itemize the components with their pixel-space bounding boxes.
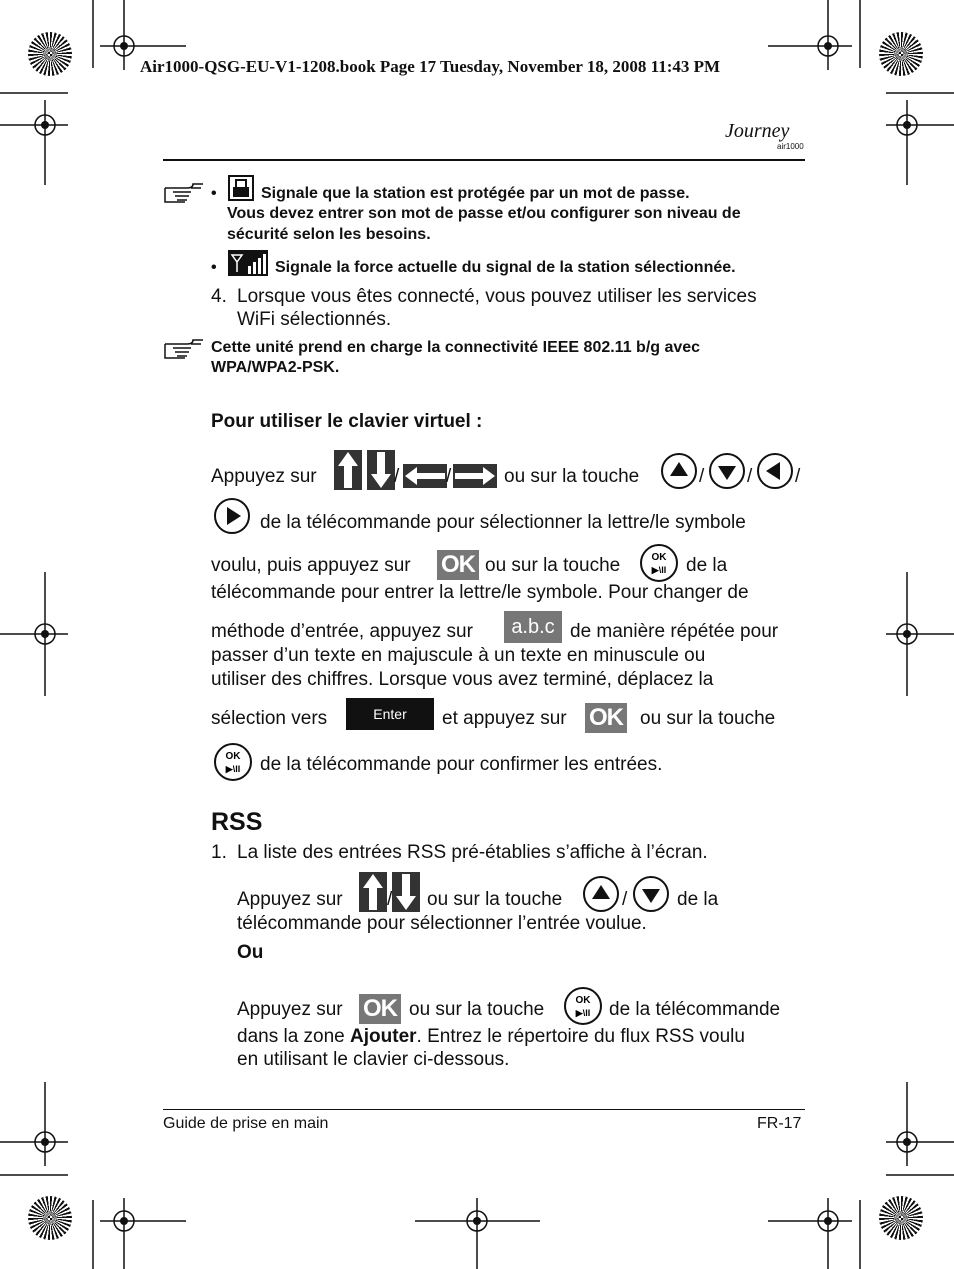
keyboard-heading: Pour utiliser le clavier virtuel : (211, 411, 483, 432)
remote-up-button-icon-2 (582, 875, 620, 913)
kb-para6: passer d’un texte en majuscule à un texte en minuscule ou (211, 645, 706, 666)
note1-bullet-dot-2: • (211, 259, 217, 276)
kb-para1-b: ou sur la touche (504, 466, 640, 487)
up-down-arrows-icon (334, 450, 396, 490)
slash-7: / (622, 889, 628, 910)
slash-3: / (699, 466, 705, 487)
logo-text: Journey (725, 120, 790, 142)
note-hand-icon-2 (163, 336, 205, 362)
kb-para7: utiliser des chiffres. Lorsque vous avez terminé, déplacez la (211, 669, 714, 690)
rss-s4-b: ou sur la touche (409, 999, 545, 1020)
note1-line1: Signale que la station est protégée par un mot de passe. (261, 185, 690, 202)
kb-para1-a: Appuyez sur (211, 466, 317, 487)
kb-para3-a: voulu, puis appuyez sur (211, 555, 411, 576)
print-header: Air1000-QSG-EU-V1-1208.book Page 17 Tuesday, November 18, 2008 11:43 PM (140, 57, 721, 76)
remote-ok-play-button-icon-3 (563, 986, 603, 1026)
rss-s4-a: Appuyez sur (237, 999, 343, 1020)
note2-line2: WPA/WPA2-PSK. (211, 359, 340, 376)
remote-ok-play-button-icon-2 (213, 742, 253, 782)
journey-logo (725, 118, 805, 158)
abc-mode-button: a.b.c (504, 611, 562, 643)
rss-s2-b: ou sur la touche (427, 889, 563, 910)
remote-down-button-icon (708, 452, 746, 490)
svg-text:OK: OK (225, 751, 241, 762)
rss-s5 (237, 1025, 745, 1048)
note2-line1: Cette unité prend en charge la connectivité IEEE 802.11 b/g avec (211, 339, 701, 356)
logo-sub: air1000 (777, 142, 804, 151)
rss-s5-bold: Ajouter (350, 1026, 417, 1047)
slash-4: / (747, 466, 753, 487)
kb-para2: de la télécommande pour sélectionner la lettre/le symbole (260, 512, 746, 533)
remote-down-button-icon-2 (632, 875, 670, 913)
rss-s4-c: de la télécommande (609, 999, 781, 1020)
rss-step1: La liste des entrées RSS pré-établies s’affiche à l’écran. (237, 842, 708, 863)
enter-screen-button: Enter (346, 698, 434, 730)
ok-screen-button-2: OK (585, 703, 627, 733)
slash-5: / (795, 466, 801, 487)
remote-up-button-icon (660, 452, 698, 490)
svg-text:▶\II: ▶\II (575, 1008, 591, 1018)
svg-text:OK: OK (575, 995, 591, 1006)
kb-para3-b: ou sur la touche (485, 555, 621, 576)
kb-para9: de la télécommande pour confirmer les entrées. (260, 754, 663, 775)
footer-left: Guide de prise en main (163, 1115, 329, 1132)
rss-step1-number: 1. (211, 842, 227, 863)
lock-icon (228, 175, 254, 201)
kb-para5-b: de manière répétée pour (570, 621, 779, 642)
kb-para4: télécommande pour entrer la lettre/le symbole. Pour changer de (211, 582, 749, 603)
svg-text:▶\II: ▶\II (651, 565, 667, 575)
remote-left-button-icon (756, 452, 794, 490)
rss-ou: Ou (237, 942, 264, 963)
rss-s2-a: Appuyez sur (237, 889, 343, 910)
step4-line2: WiFi sélectionnés. (237, 309, 392, 330)
svg-text:OK: OK (651, 552, 667, 563)
note-hand-icon (163, 180, 205, 206)
kb-para5-a: méthode d’entrée, appuyez sur (211, 621, 473, 642)
kb-para8-c: ou sur la touche (640, 708, 776, 729)
slash-1: / (394, 466, 400, 487)
kb-para3-c: de la (686, 555, 728, 576)
note1-bullet-dot-1: • (211, 185, 217, 202)
remote-ok-play-button-icon (639, 543, 679, 583)
rss-s6: en utilisant le clavier ci-dessous. (237, 1049, 510, 1070)
kb-para8-a: sélection vers (211, 708, 328, 729)
ok-screen-button-3: OK (359, 994, 401, 1024)
rss-s5-a: dans la zone (237, 1026, 351, 1047)
rss-s2-c: de la (677, 889, 719, 910)
remote-right-button-icon (213, 497, 251, 535)
rss-heading: RSS (211, 808, 263, 836)
header-rule (163, 159, 805, 161)
rss-s5-c: . Entrez le répertoire du flux RSS voulu (416, 1026, 745, 1047)
signal-strength-icon (228, 250, 268, 276)
slash-2: / (446, 466, 452, 487)
svg-text:▶\II: ▶\II (225, 764, 241, 774)
slash-6: / (387, 889, 393, 910)
step4-number: 4. (211, 286, 227, 307)
note1-bullet2: Signale la force actuelle du signal de la station sélectionnée. (275, 259, 736, 276)
step4-line1: Lorsque vous êtes connecté, vous pouvez utiliser les services (237, 286, 757, 307)
note1-line3: sécurité selon les besoins. (227, 226, 431, 243)
footer-page-number: FR-17 (757, 1115, 802, 1132)
ok-screen-button: OK (437, 550, 479, 580)
note1-line2: Vous devez entrer son mot de passe et/ou configurer son niveau de (227, 205, 741, 222)
rss-s3: télécommande pour sélectionner l’entrée voulue. (237, 913, 647, 934)
kb-para8-b: et appuyez sur (442, 708, 567, 729)
footer-rule (163, 1109, 805, 1110)
